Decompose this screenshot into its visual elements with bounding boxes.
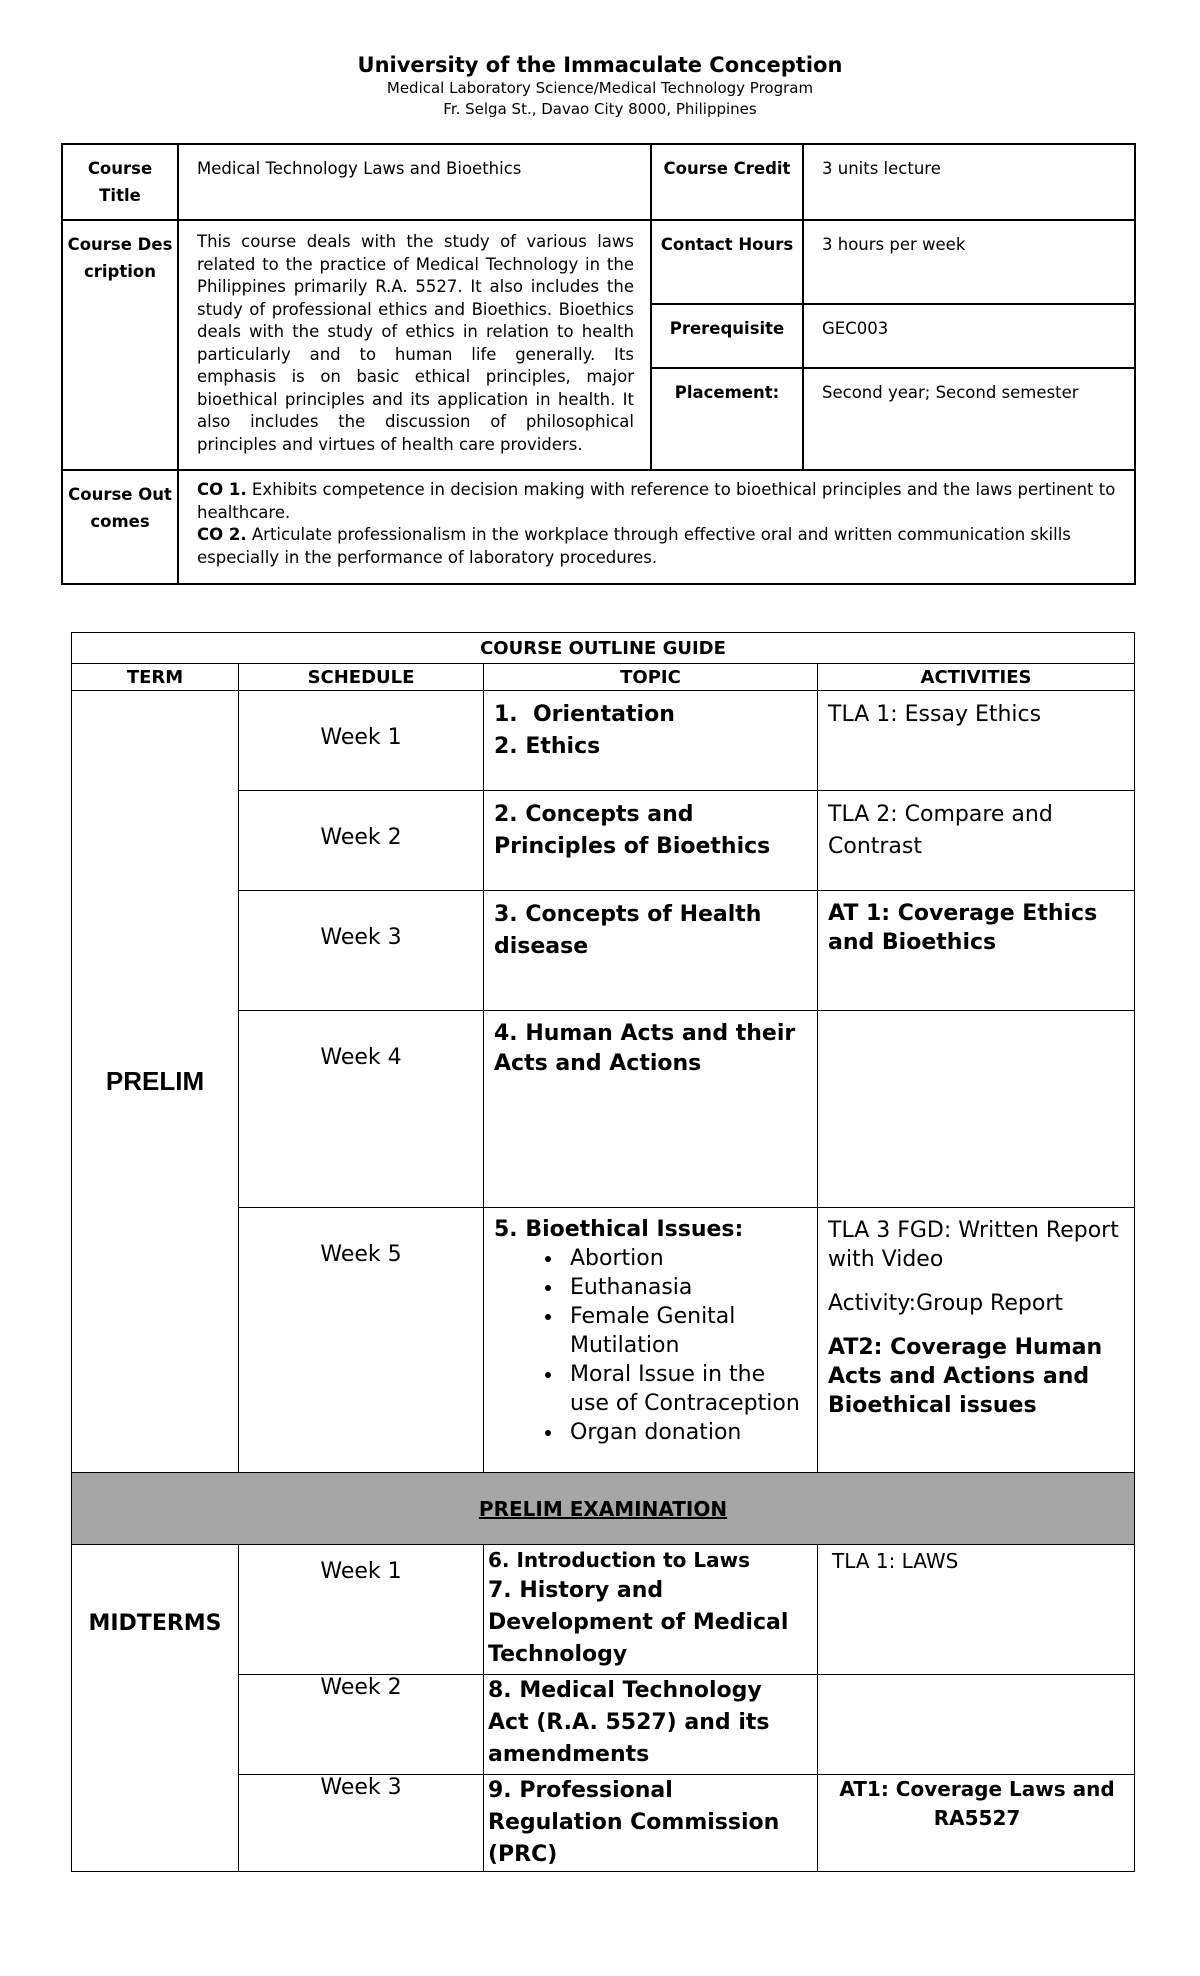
topic-cell bbox=[484, 691, 818, 791]
activity-cell bbox=[818, 1775, 1135, 1872]
topic-cell bbox=[484, 1545, 818, 1675]
activity-line: Activity:Group Report bbox=[828, 1291, 1063, 1316]
co2-text: Articulate professionalism in the workplace through effective oral and written communication skills especially in the performance of laboratory procedures. bbox=[197, 525, 1071, 567]
activity-assessment: AT 1: Coverage Ethics and Bioethics bbox=[828, 901, 1098, 955]
prelim-examination: PRELIM EXAMINATION bbox=[72, 1473, 1135, 1545]
course-outcome-1 bbox=[197, 479, 1122, 524]
topic-line: 5. Bioethical Issues: bbox=[494, 1217, 744, 1242]
course-outcomes-label: Course Outcomes bbox=[62, 470, 178, 584]
course-outline-table bbox=[71, 632, 1135, 1872]
course-description-label: Course Description bbox=[62, 220, 178, 470]
placement-label: Placement: bbox=[651, 368, 803, 470]
header-schedule: SCHEDULE bbox=[239, 664, 484, 691]
activity-line: TLA 3 FGD: Written Report with Video bbox=[828, 1218, 1119, 1272]
activity-cell bbox=[818, 891, 1135, 1011]
topic-cell: 4. Human Acts and their Acts and Actions bbox=[484, 1011, 818, 1208]
program-name: Medical Laboratory Science/Medical Technology Program bbox=[386, 79, 814, 97]
activity-cell bbox=[818, 1011, 1135, 1208]
activity-cell: TLA 2: Compare and Contrast bbox=[818, 791, 1135, 891]
contact-hours-label: Contact Hours bbox=[651, 220, 803, 304]
document-header bbox=[0, 52, 1200, 120]
list-item: • Organ donation bbox=[564, 1418, 809, 1447]
schedule-cell: Week 5 bbox=[239, 1208, 484, 1473]
topic-cell: 9. Professional Regulation Commission (PRC) bbox=[484, 1775, 818, 1872]
address: Fr. Selga St., Davao City 8000, Philippines bbox=[443, 100, 757, 118]
course-outcomes-value bbox=[178, 470, 1135, 584]
activity-cell bbox=[818, 1675, 1135, 1775]
schedule-cell: Week 4 bbox=[239, 1011, 484, 1208]
course-description-value: This course deals with the study of various laws related to the practice of Medical Technology in the Philippines primarily R.A. 5527. It also includes the study of professional ethics and Bioethics. Bioethics deals with the study of ethics in relation to health particularly and to human life generally. Its emphasis is on basic ethical principles, major bioethical principles and its application in health. It also includes the discussion of philosophical principles and virtues of health care providers. bbox=[178, 220, 651, 470]
topic-cell: 2. Concepts and Principles of Bioethics bbox=[484, 791, 818, 891]
header-activities: ACTIVITIES bbox=[818, 664, 1135, 691]
term-prelim: PRELIM bbox=[72, 691, 239, 1473]
course-info-table bbox=[61, 143, 1136, 585]
schedule-cell: Week 3 bbox=[239, 891, 484, 1011]
course-title-value: Medical Technology Laws and Bioethics bbox=[178, 144, 651, 220]
topic-cell bbox=[484, 1208, 818, 1473]
table-row bbox=[72, 691, 1135, 791]
course-credit-value: 3 units lecture bbox=[803, 144, 1135, 220]
activity-assessment: AT2: Coverage Human Acts and Actions and Bioethical issues bbox=[828, 1335, 1103, 1418]
activity-cell: TLA 1: Essay Ethics bbox=[818, 691, 1135, 791]
topic-line: 2. Ethics bbox=[494, 734, 601, 759]
activity-assessment: AT1: Coverage Laws and RA5527 bbox=[839, 1777, 1115, 1830]
prerequisite-label: Prerequisite bbox=[651, 304, 803, 368]
course-credit-label: Course Credit bbox=[651, 144, 803, 220]
table-row bbox=[72, 1545, 1135, 1675]
outline-title: COURSE OUTLINE GUIDE bbox=[72, 633, 1135, 664]
topic-cell: 3. Concepts of Health disease bbox=[484, 891, 818, 1011]
topic-line: 1. Orientation bbox=[494, 702, 675, 727]
placement-value: Second year; Second semester bbox=[803, 368, 1135, 470]
activity-cell: TLA 1: LAWS bbox=[818, 1545, 1135, 1675]
list-item: • Abortion bbox=[564, 1244, 809, 1273]
co2-label: CO 2. bbox=[197, 525, 247, 544]
university-name: University of the Immaculate Conception bbox=[357, 53, 843, 77]
header-term: TERM bbox=[72, 664, 239, 691]
co1-text: Exhibits competence in decision making with reference to bioethical principles and the laws pertinent to healthcare. bbox=[197, 480, 1116, 522]
course-title-label: Course Title bbox=[62, 144, 178, 220]
schedule-cell: Week 3 bbox=[239, 1775, 484, 1872]
list-item: • Moral Issue in the use of Contraception bbox=[564, 1360, 809, 1418]
list-item: • Euthanasia bbox=[564, 1273, 809, 1302]
prerequisite-value: GEC003 bbox=[803, 304, 1135, 368]
co1-label: CO 1. bbox=[197, 480, 247, 499]
list-item: • Female Genital Mutilation bbox=[564, 1302, 809, 1360]
schedule-cell: Week 2 bbox=[239, 1675, 484, 1775]
bioethical-issues-list bbox=[494, 1244, 809, 1447]
schedule-cell: Week 2 bbox=[239, 791, 484, 891]
topic-line: 6. Introduction to Laws bbox=[488, 1548, 750, 1572]
topic-cell: 8. Medical Technology Act (R.A. 5527) and its amendments bbox=[484, 1675, 818, 1775]
activity-cell bbox=[818, 1208, 1135, 1473]
topic-line: 7. History and Development of Medical Technology bbox=[488, 1578, 789, 1667]
contact-hours-value: 3 hours per week bbox=[803, 220, 1135, 304]
term-midterms: MIDTERMS bbox=[72, 1545, 239, 1872]
header-topic: TOPIC bbox=[484, 664, 818, 691]
course-outcome-2 bbox=[197, 524, 1122, 569]
schedule-cell: Week 1 bbox=[239, 1545, 484, 1675]
schedule-cell: Week 1 bbox=[239, 691, 484, 791]
